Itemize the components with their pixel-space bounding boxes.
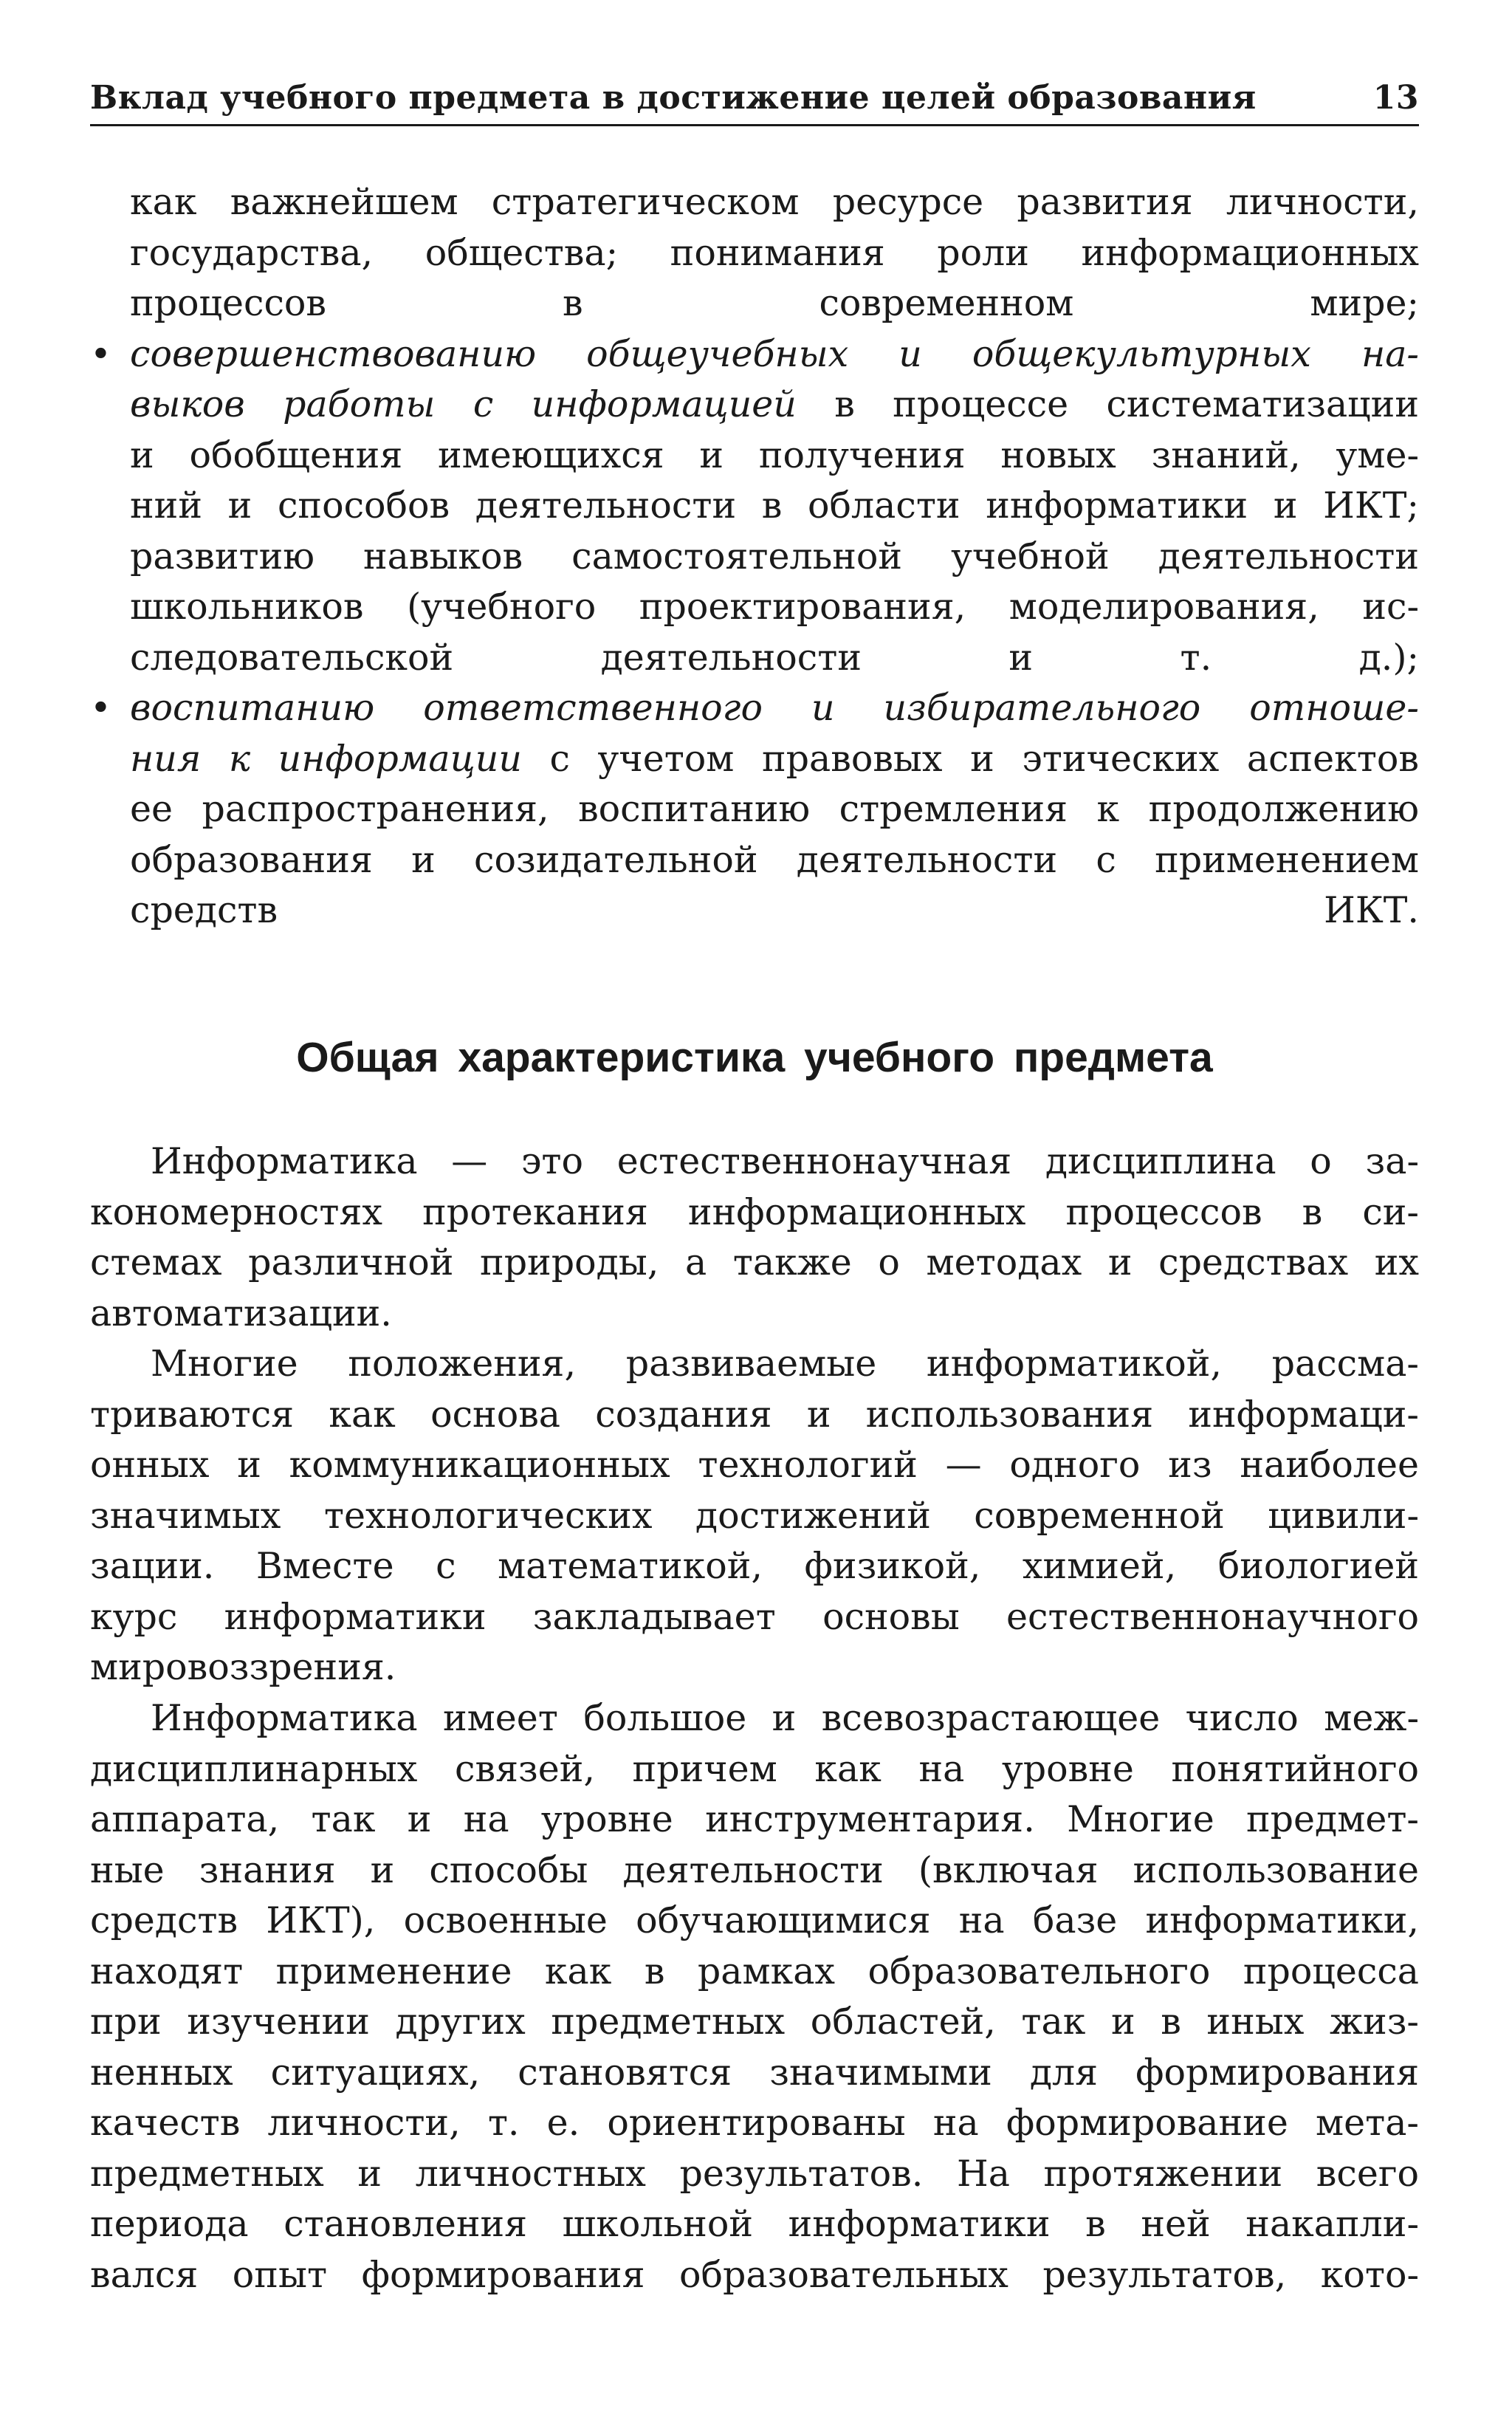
paragraph — [90, 1339, 1419, 1693]
paragraph — [90, 1693, 1419, 2300]
page-number: 13 — [1372, 79, 1419, 117]
text-line: автоматизации. — [90, 1292, 392, 1334]
italic-emphasis: воспитанию ответственного и избирательного отноше- — [130, 687, 1419, 729]
text-line: при изучении других предметных областей, так и в иных жиз- — [90, 2001, 1419, 2043]
text-line: стемах различной природы, а также о методах и средствах их — [90, 1241, 1419, 1283]
text-line: дисциплинарных связей, причем как на уровне понятийного — [90, 1747, 1419, 1790]
text-line: периода становления школьной информатики в ней накапли- — [90, 2203, 1419, 2245]
text-line: онных и коммуникационных технологий — одного из наиболее — [90, 1444, 1419, 1486]
text-line — [130, 683, 1419, 734]
text-line: мировоззрения. — [90, 1646, 396, 1688]
text-line: аппарата, так и на уровне инструментария. Многие предмет- — [90, 1798, 1419, 1840]
text-line: ные знания и способы деятельности (включая использование — [90, 1848, 1419, 1891]
text-line: образования и созидательной деятельности с применением — [130, 838, 1419, 881]
text-line: и обобщения имеющихся и получения новых знаний, уме- — [130, 433, 1419, 476]
text-line — [130, 329, 1419, 380]
text-line: Информатика — это естественнонаучная дисциплина о за- — [151, 1140, 1419, 1182]
running-header — [90, 72, 1419, 126]
intro-continuation — [130, 177, 1419, 329]
text-line: средств ИКТ. — [130, 889, 1419, 931]
text-line: курс информатики закладывает основы естественнонаучного — [90, 1595, 1419, 1638]
italic-emphasis: ния к информации — [130, 737, 522, 780]
text-line: значимых технологических достижений современной цивили- — [90, 1494, 1419, 1537]
text-line: развитию навыков самостоятельной учебной деятельности — [130, 535, 1419, 577]
text-line: школьников (учебного проектирования, моделирования, ис- — [130, 586, 1419, 628]
text-line: как важнейшем стратегическом ресурсе развития личности, — [130, 181, 1419, 223]
text-line: качеств личности, т. е. ориентированы на формирование мета- — [90, 2102, 1419, 2144]
running-header-title: Вклад учебного предмета в достижение целей образования — [90, 79, 1257, 117]
text-line: предметных и личностных результатов. На протяжении всего — [90, 2152, 1419, 2195]
text-line: находят применение как в рамках образовательного процесса — [90, 1950, 1419, 1992]
text-line: средств ИКТ), освоенные обучающимися на базе информатики, — [90, 1899, 1419, 1941]
paragraph — [90, 1137, 1419, 1339]
text-line: процессов в современном мире; — [130, 282, 1419, 324]
text-line: Информатика имеет большое и всевозрастающее число меж- — [151, 1697, 1419, 1739]
text-run: в процессе систематизации — [796, 383, 1419, 425]
text-run: с учетом правовых и этических аспектов — [521, 737, 1419, 780]
text-line: ний и способов деятельности в области информатики и ИКТ; — [130, 484, 1419, 527]
text-line: следовательской деятельности и т. д.); — [130, 636, 1419, 679]
section-heading: Общая характеристика учебного предмета — [296, 1034, 1213, 1081]
italic-emphasis: выков работы с информацией — [130, 383, 797, 425]
italic-emphasis: совершенствованию общеучебных и общекультурных на- — [130, 332, 1419, 375]
bullet-marker: • — [90, 687, 111, 729]
text-line: триваются как основа создания и использования информаци- — [90, 1393, 1419, 1436]
text-line: государства, общества; понимания роли информационных — [130, 231, 1419, 274]
text-line: ненных ситуациях, становятся значимыми для формирования — [90, 2051, 1419, 2094]
bullet-marker: • — [90, 332, 111, 375]
text-line — [130, 380, 1419, 431]
text-line: вался опыт формирования образовательных результатов, кото- — [90, 2253, 1419, 2296]
text-line — [130, 734, 1419, 785]
text-line: ее распространения, воспитанию стремления к продолжению — [130, 788, 1419, 830]
text-line: Многие положения, развиваемые информатикой, рассма- — [151, 1343, 1419, 1385]
text-line: зации. Вместе с математикой, физикой, химией, биологией — [90, 1545, 1419, 1587]
text-line: кономерностях протекания информационных процессов в си- — [90, 1190, 1419, 1233]
